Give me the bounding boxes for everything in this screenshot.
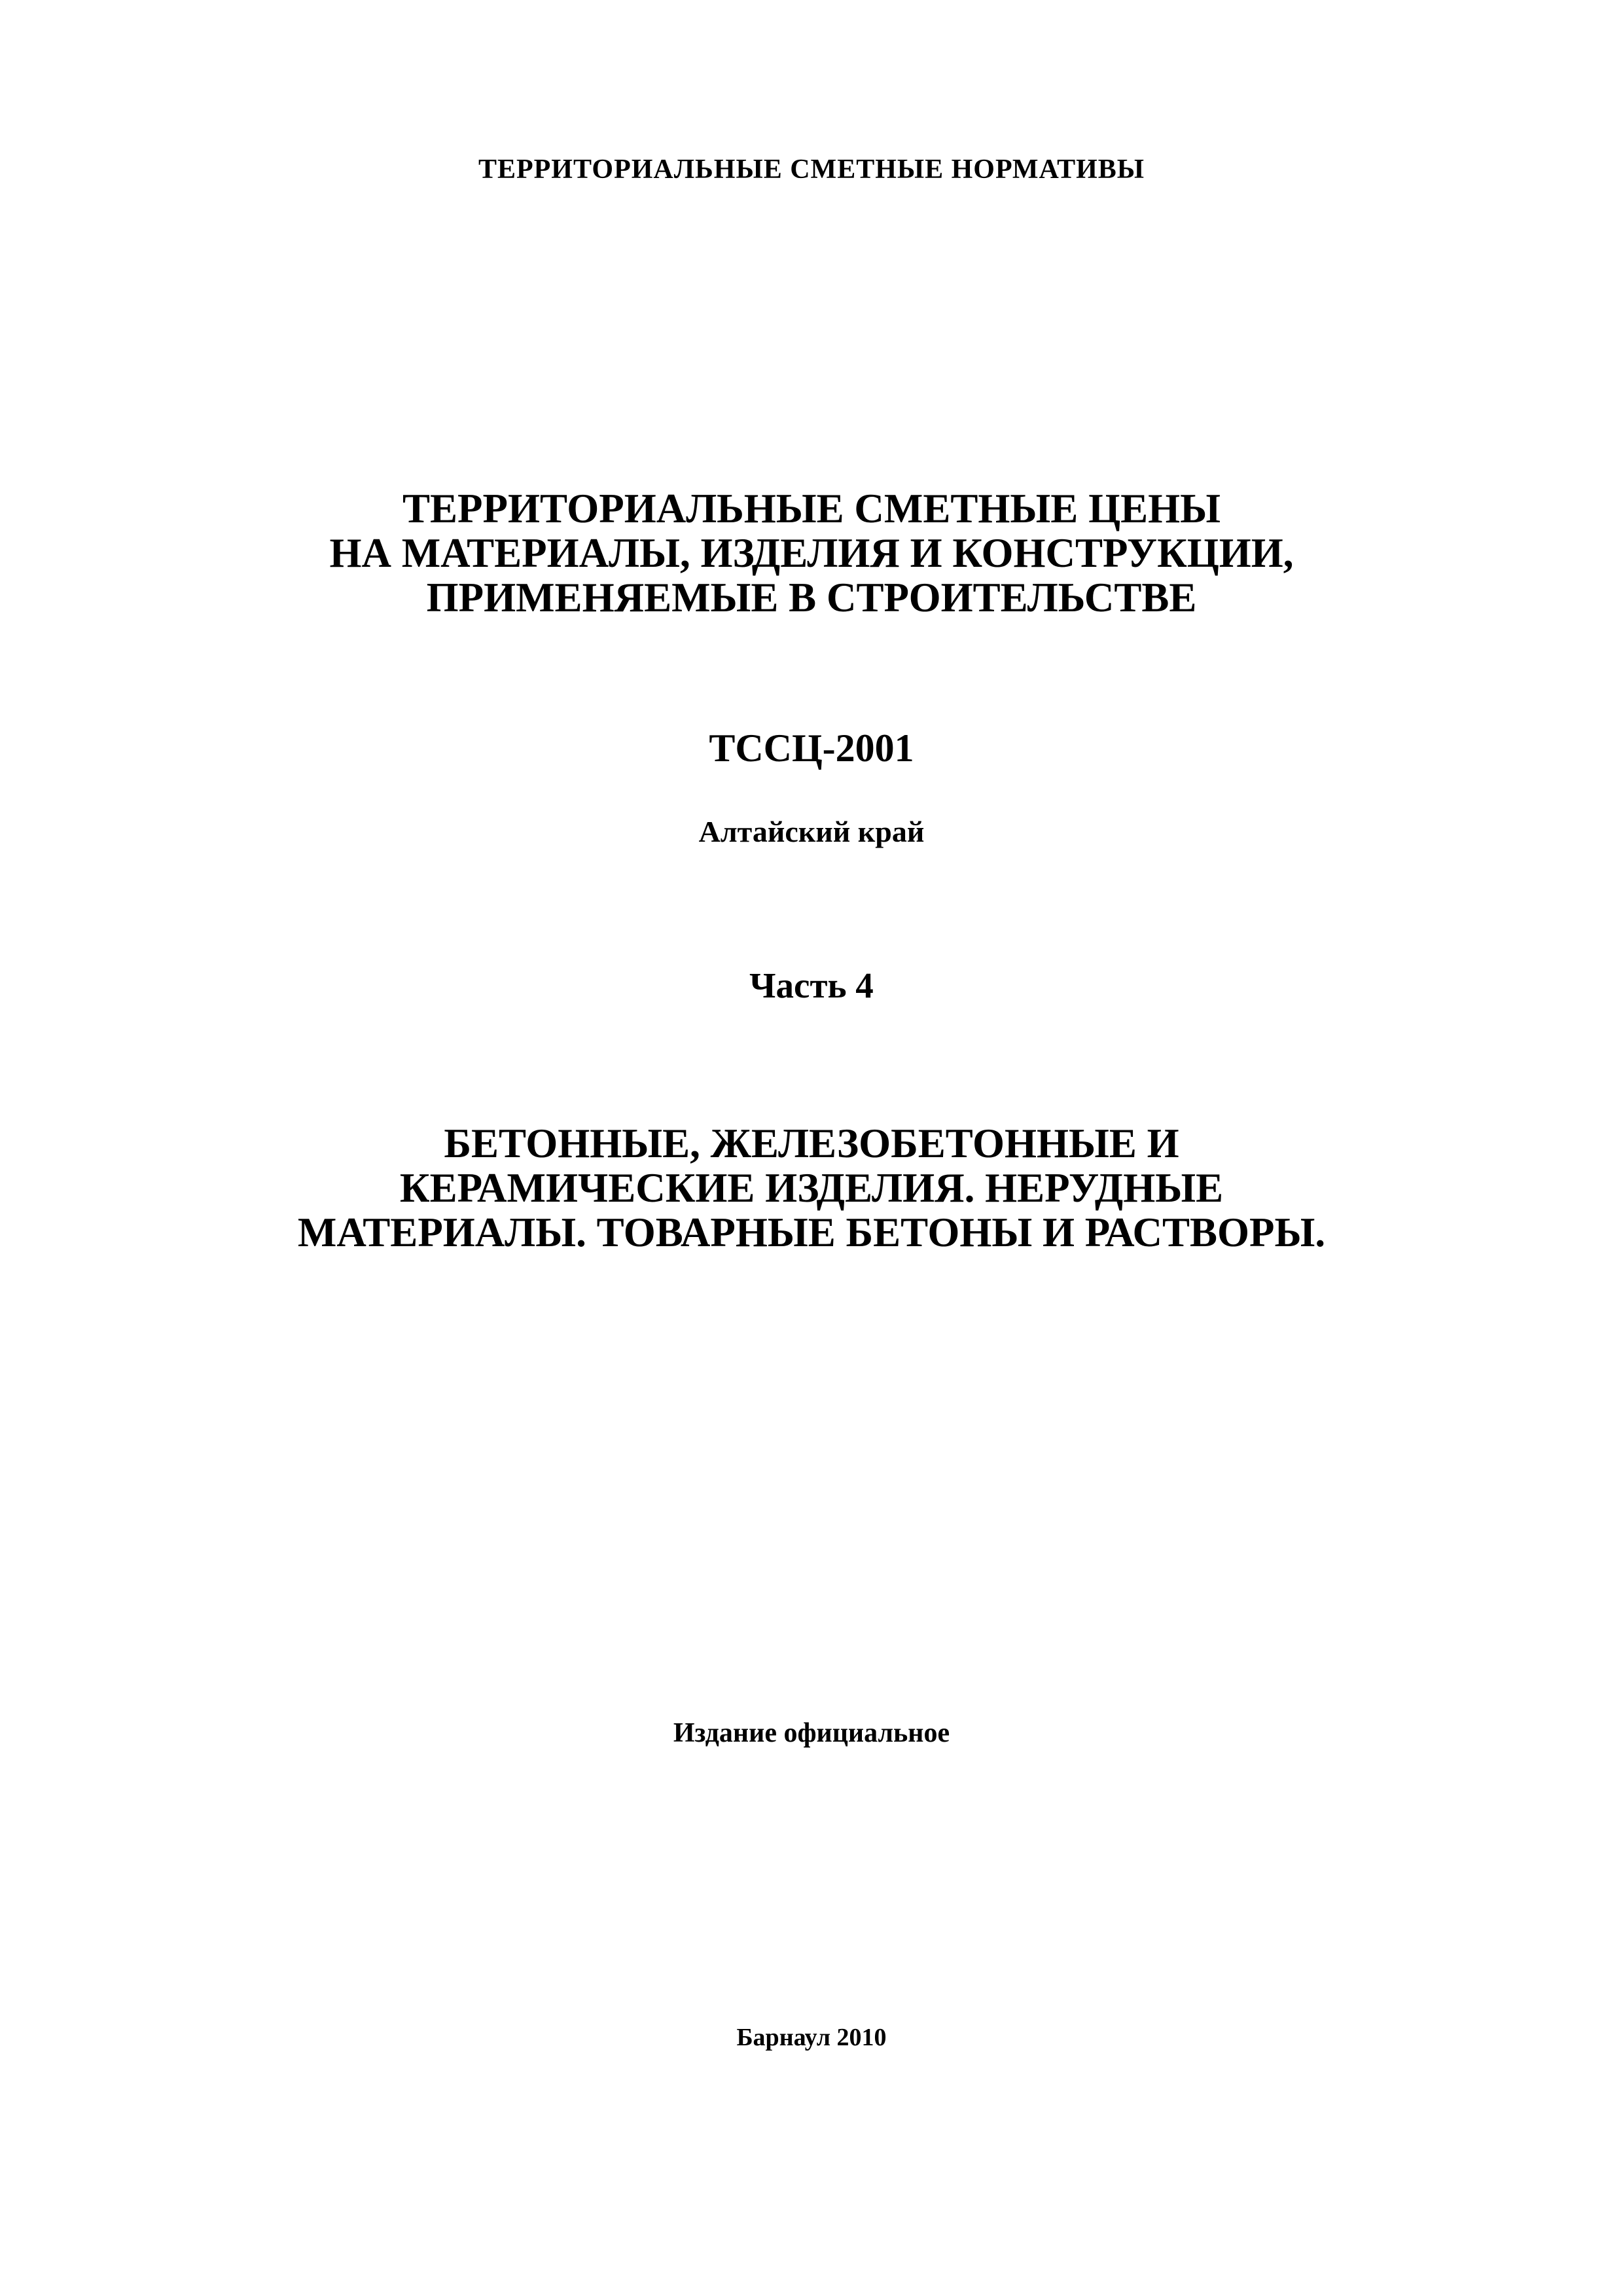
document-subject-line-1: БЕТОННЫЕ, ЖЕЛЕЗОБЕТОННЫЕ И bbox=[444, 1121, 1179, 1166]
document-subject bbox=[0, 1121, 1623, 1255]
document-part: Часть 4 bbox=[749, 965, 874, 1005]
document-city-year: Барнаул 2010 bbox=[736, 2024, 887, 2051]
document-title bbox=[0, 486, 1623, 620]
document-subject-line-2: КЕРАМИЧЕСКИЕ ИЗДЕЛИЯ. НЕРУДНЫЕ bbox=[399, 1165, 1224, 1211]
document-code: ТССЦ-2001 bbox=[709, 726, 914, 770]
document-subject-line-3: МАТЕРИАЛЫ. ТОВАРНЫЕ БЕТОНЫ И РАСТВОРЫ. bbox=[297, 1210, 1326, 1255]
document-edition: Издание официальное bbox=[673, 1718, 950, 1748]
document-region: Алтайский край bbox=[698, 815, 925, 848]
document-title-line-2: НА МАТЕРИАЛЫ, ИЗДЕЛИЯ И КОНСТРУКЦИИ, bbox=[329, 530, 1294, 576]
document-title-line-3: ПРИМЕНЯЕМЫЕ В СТРОИТЕЛЬСТВЕ bbox=[426, 575, 1197, 620]
document-title-line-1: ТЕРРИТОРИАЛЬНЫЕ СМЕТНЫЕ ЦЕНЫ bbox=[402, 486, 1221, 531]
document-header: ТЕРРИТОРИАЛЬНЫЕ СМЕТНЫЕ НОРМАТИВЫ bbox=[478, 154, 1145, 185]
